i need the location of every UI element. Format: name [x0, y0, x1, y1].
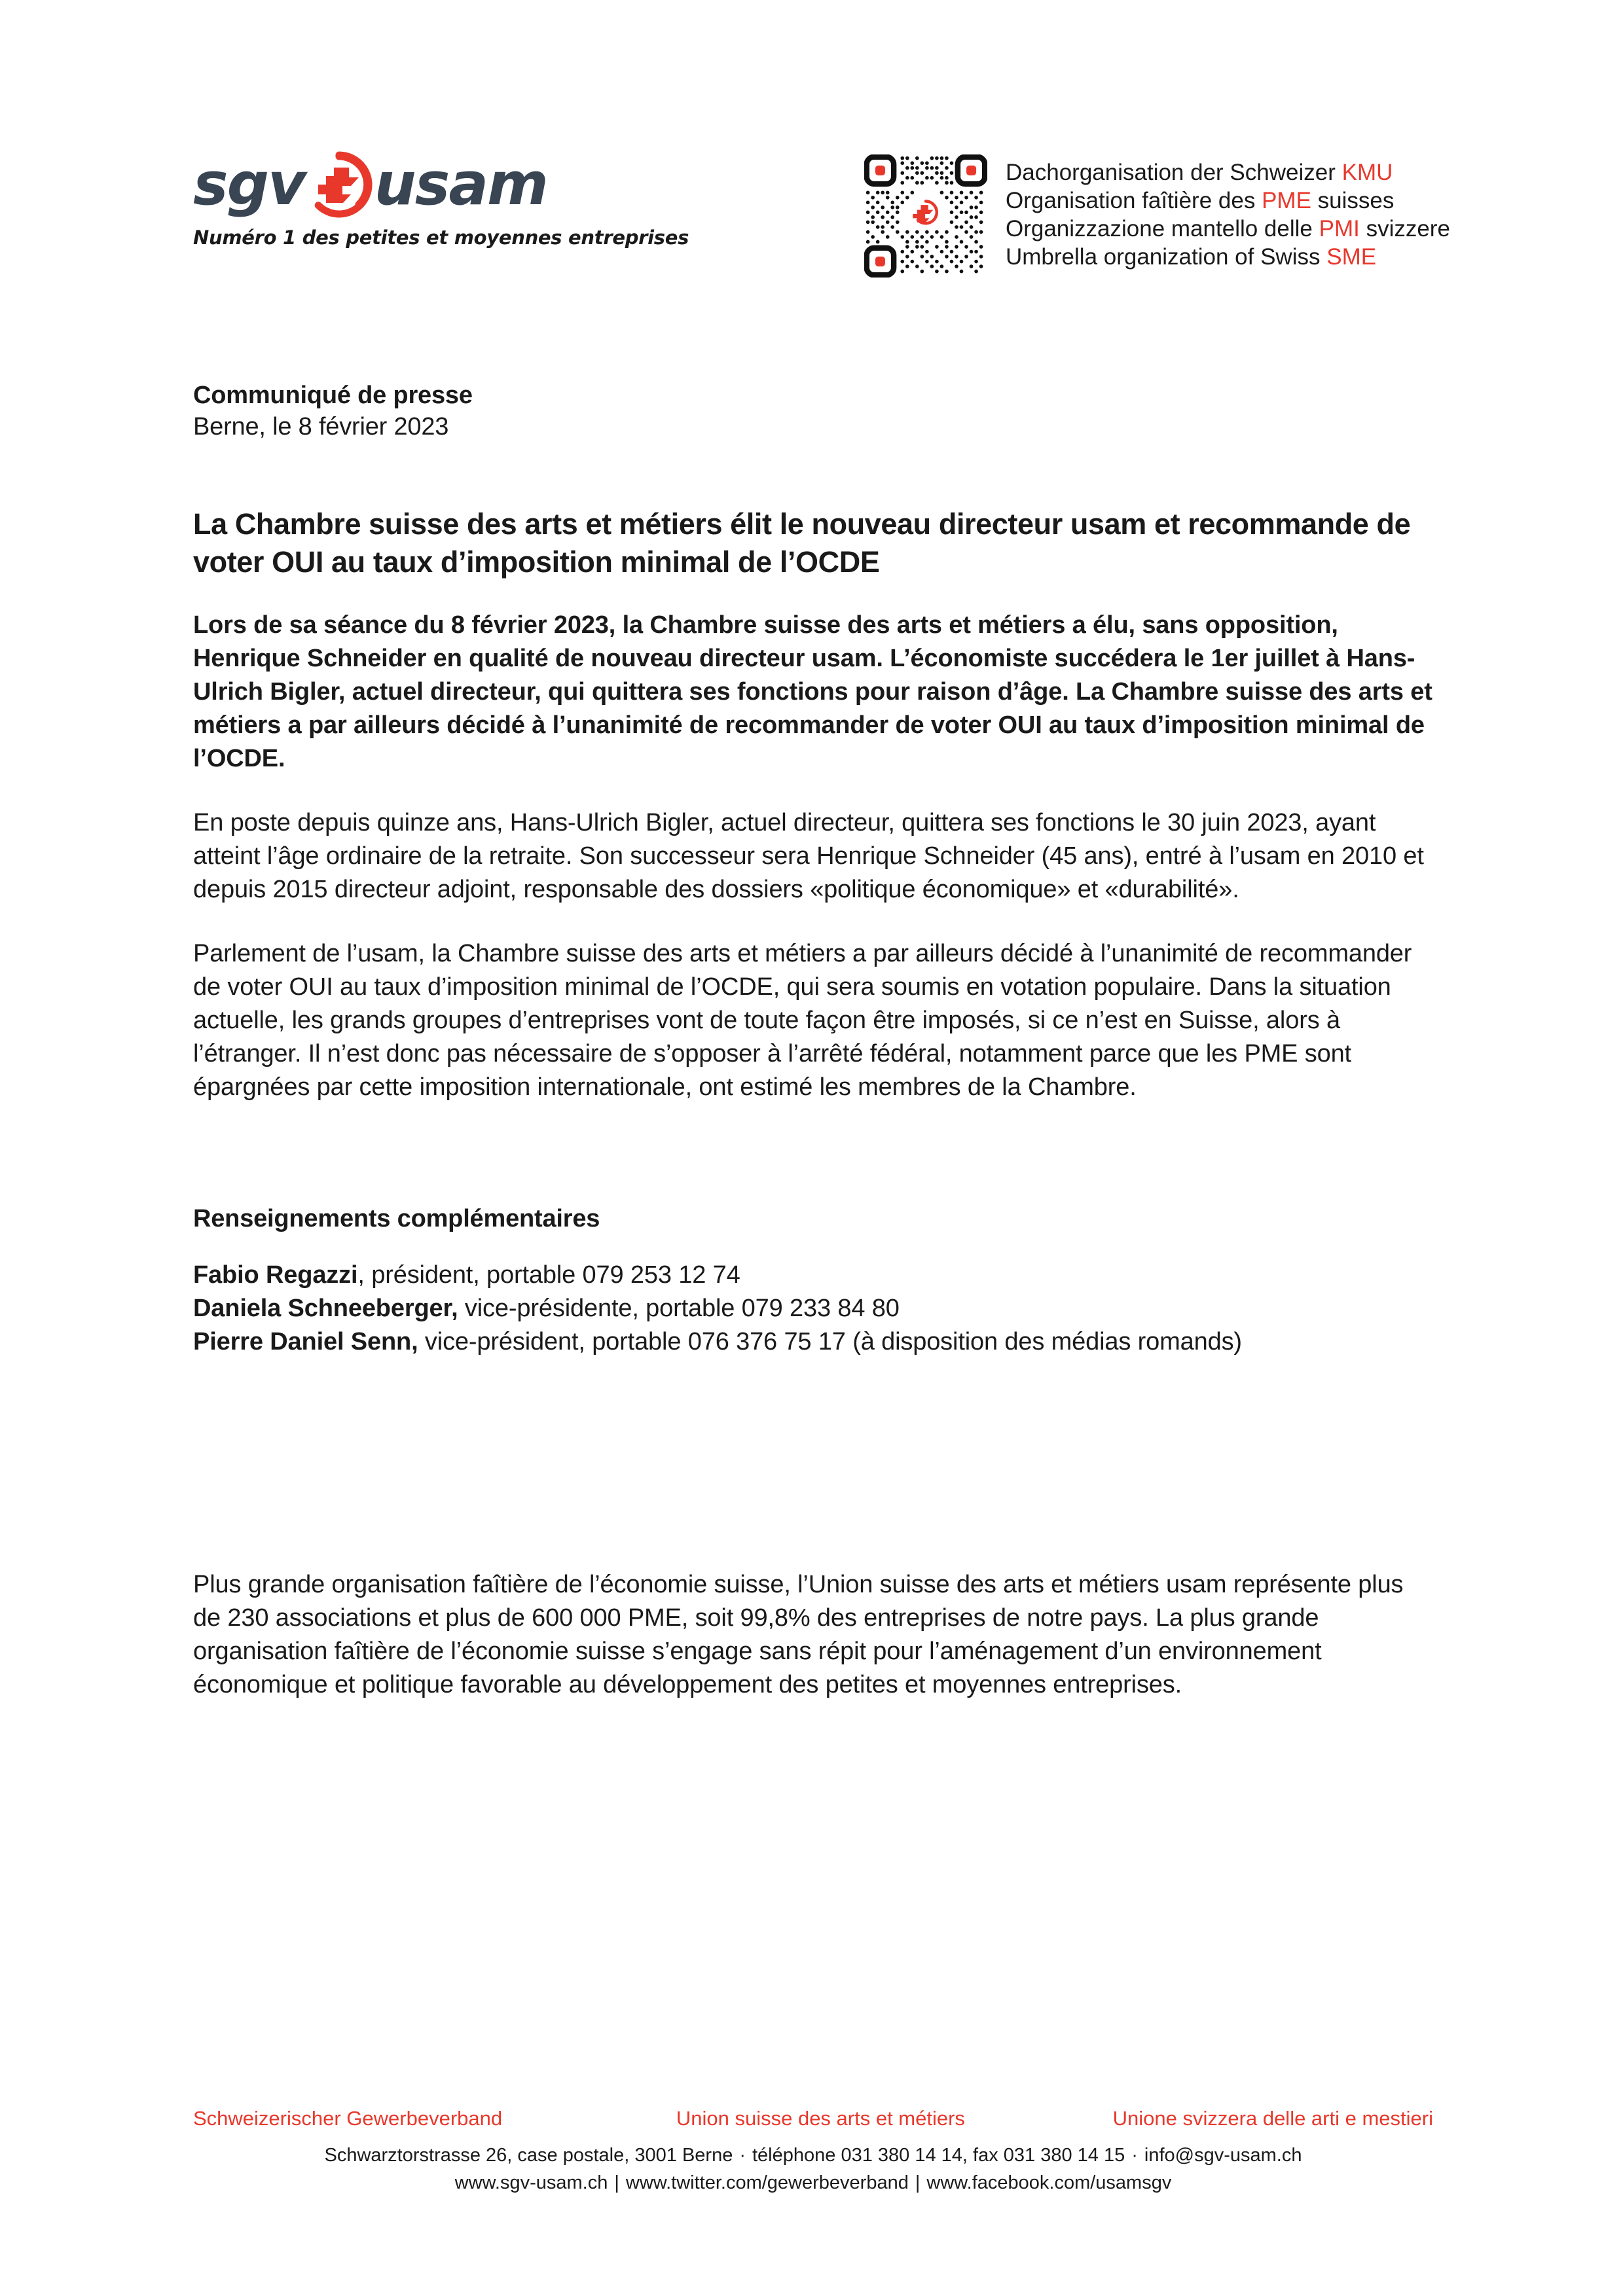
- footer-link-separator-1: |: [614, 2172, 619, 2193]
- footer-link-facebook[interactable]: www.facebook.com/usamsgv: [926, 2172, 1172, 2193]
- document-body: [193, 380, 1437, 1727]
- footer-org-it: Unione svizzera delle arti e mestieri: [1112, 2107, 1433, 2130]
- contact-person-2-name: Daniela Schneeberger,: [193, 1295, 458, 1322]
- body-paragraph-2: Parlement de l’usam, la Chambre suisse des arts et métiers a par ailleurs décidé à l’unanimité de recommander de voter OUI au taux d’imposition minimal de l’OCDE, qui sera soumis en votation populaire. Dans la situation actuelle, les grands groupes d’entreprises vont de toute façon être imposés, si ce n’est en Suisse, alors à l’étranger. Il n’est donc pas nécessaire de s’opposer à l’arrêté fédéral, notamment parce que les PME sont épargnées par cette imposition internationale, ont estimé les membres de la Chambre.: [193, 940, 1412, 1101]
- footer-link-twitter[interactable]: www.twitter.com/gewerbeverband: [625, 2172, 909, 2193]
- tagline-fr: [1006, 187, 1450, 215]
- footer-address-row: [193, 2142, 1433, 2169]
- body-paragraph-1: En poste depuis quinze ans, Hans-Ulrich Bigler, actuel directeur, quittera ses fonctions le 30 juin 2023, ayant atteint l’âge ordinaire de la retraite. Son successeur sera Henrique Schneider (45 ans), entré à l’usam en 2010 et depuis 2015 directeur adjoint, responsable des dossiers «politique économique» et «durabilité».: [193, 809, 1424, 903]
- boilerplate-paragraph: Plus grande organisation faîtière de l’économie suisse, l’Union suisse des arts et métiers usam représente plus de 230 associations et plus de 600 000 PME, soit 99,8% des entreprises de notre pays. La plus grande organisation faîtière de l’économie suisse s’engage sans répit pour l’aménagement d’un environnement économique et politique favorable au développement des petites et moyennes entreprises.: [193, 1571, 1404, 1698]
- contact-person-1-details: , président, portable 079 253 12 74: [357, 1261, 740, 1289]
- tagline-it-suffix: svizzere: [1359, 216, 1450, 242]
- usam-logo-block: [193, 149, 689, 249]
- tagline-de-prefix: Dachorganisation der Schweizer: [1006, 160, 1342, 185]
- contact-person-3-details: vice-président, portable 076 376 75 17 (à disposition des médias romands): [418, 1328, 1242, 1355]
- lead-paragraph: Lors de sa séance du 8 février 2023, la Chambre suisse des arts et métiers a élu, sans opposition, Henrique Schneider en qualité de nouveau directeur usam. L’économiste succédera le 1er juillet à Hans-Ulrich Bigler, actuel directeur, qui quittera ses fonctions pour raison d’âge. La Chambre suisse des arts et métiers a par ailleurs décidé à l’unanimité de recommander de voter OUI au taux d’imposition minimal de l’OCDE.: [193, 611, 1432, 772]
- tagline-it-accent: PMI: [1319, 216, 1360, 242]
- footer-link-separator-2: |: [915, 2172, 921, 2193]
- press-release-label: Communiqué de presse: [193, 382, 473, 409]
- contact-list: [193, 1259, 1437, 1359]
- footer-phone: téléphone 031 380 14 14, fax 031 380 14 15: [752, 2145, 1125, 2166]
- tagline-it: [1006, 215, 1450, 243]
- contact-person-2-details: vice-présidente, portable 079 233 84 80: [458, 1295, 900, 1322]
- dateline: Berne, le 8 février 2023: [193, 413, 449, 440]
- footer-separator-1: ·: [739, 2145, 746, 2166]
- qr-code-icon[interactable]: [864, 154, 987, 278]
- tagline-fr-suffix: suisses: [1311, 188, 1395, 213]
- contact-person-1-name: Fabio Regazzi: [193, 1261, 358, 1289]
- contact-person-2: [193, 1292, 1437, 1325]
- document-footer: [193, 2106, 1433, 2197]
- language-taglines: [1006, 154, 1450, 271]
- logo-tagline: Numéro 1 des petites et moyennes entreprises: [193, 226, 689, 249]
- usam-wordmark: [193, 149, 612, 220]
- logo-text-sgv: sgv: [193, 150, 305, 219]
- tagline-de: [1006, 158, 1450, 187]
- logo-text-usam: usam: [374, 150, 547, 219]
- tagline-fr-accent: PME: [1262, 188, 1311, 213]
- tagline-it-prefix: Organizzazione mantello delle: [1006, 216, 1319, 242]
- footer-address: Schwarztorstrasse 26, case postale, 3001 Berne: [324, 2145, 733, 2166]
- page-title: La Chambre suisse des arts et métiers élit le nouveau directeur usam et recommande de voter OUI au taux d’imposition minimal de l’OCDE: [193, 507, 1411, 579]
- footer-links-row: [193, 2169, 1433, 2197]
- footer-contact-details: [193, 2142, 1433, 2197]
- contact-person-3: [193, 1325, 1437, 1359]
- footer-separator-2: ·: [1131, 2145, 1138, 2166]
- footer-organization-names: [193, 2106, 1433, 2131]
- contact-person-3-name: Pierre Daniel Senn,: [193, 1328, 418, 1355]
- footer-email[interactable]: info@sgv-usam.ch: [1144, 2145, 1302, 2166]
- tagline-en-accent: SME: [1326, 244, 1377, 270]
- contact-heading: Renseignements complémentaires: [193, 1205, 600, 1232]
- tagline-de-accent: KMU: [1341, 160, 1393, 185]
- footer-org-de: Schweizerischer Gewerbeverband: [193, 2107, 503, 2130]
- tagline-fr-prefix: Organisation faîtière des: [1006, 188, 1262, 213]
- footer-org-fr: Union suisse des arts et métiers: [676, 2107, 965, 2130]
- document-header: [193, 149, 1450, 270]
- usam-circle-cross-logo-icon: [305, 151, 373, 219]
- contact-person-1: [193, 1259, 1437, 1292]
- qr-and-languages-block: [864, 154, 1450, 278]
- tagline-en: [1006, 243, 1450, 271]
- tagline-en-prefix: Umbrella organization of Swiss: [1006, 244, 1327, 270]
- footer-link-website[interactable]: www.sgv-usam.ch: [454, 2172, 608, 2193]
